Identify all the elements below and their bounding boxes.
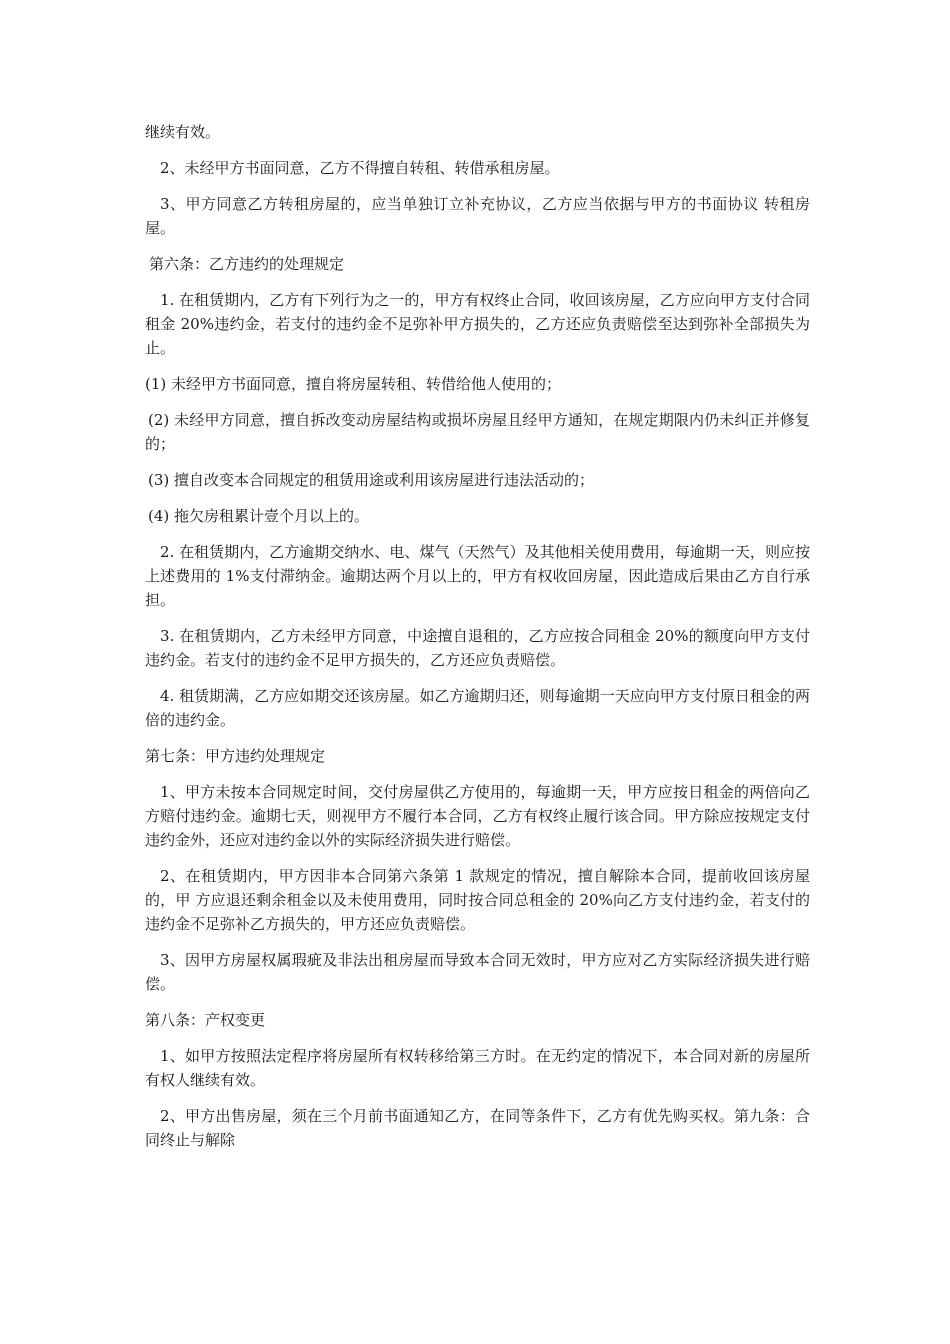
paragraph-clause-8-1: 1、如甲方按照法定程序将房屋所有权转移给第三方时。在无约定的情况下，本合同对新的房屋所有权人继续有效。 bbox=[145, 1047, 810, 1089]
paragraph-clause-5-3: 3、甲方同意乙方转租房屋的，应当单独订立补充协议，乙方应当依据与甲方的书面协议 转租房屋。 bbox=[145, 195, 810, 237]
list-item-6-1-1: (1) 未经甲方书面同意，擅自将房屋转租、转借给他人使用的； bbox=[145, 375, 562, 393]
paragraph-clause-6-4: 4. 租赁期满，乙方应如期交还该房屋。如乙方逾期归还，则每逾期一天应向甲方支付原日租金的两 倍的违约金。 bbox=[145, 687, 810, 729]
paragraph-clause-6-3: 3. 在租赁期内，乙方未经甲方同意，中途擅自退租的，乙方应按合同租金 20%的额度向甲方支付违约金。若支付的违约金不足甲方损失的，乙方还应负责赔偿。 bbox=[145, 627, 810, 669]
paragraph-clause-7-2: 2、在租赁期内，甲方因非本合同第六条第 1 款规定的情况，擅自解除本合同，提前收回该房屋的，甲 方应退还剩余租金以及未使用费用，同时按合同总租金的 20%向乙方支付违约金，若支付的违约金不足弥补乙方损失的，甲方还应负责赔偿。 bbox=[145, 867, 810, 933]
list-item-6-1-3: (3) 擅自改变本合同规定的租赁用途或利用该房屋进行违法活动的； bbox=[148, 471, 595, 489]
paragraph-continued: 继续有效。 bbox=[145, 123, 221, 141]
paragraph-clause-6-1: 1. 在租赁期内，乙方有下列行为之一的，甲方有权终止合同，收回该房屋，乙方应向甲方支付合同 租金 20%违约金，若支付的违约金不足弥补甲方损失的，乙方还应负责赔偿至达到弥补全部损失为止。 bbox=[145, 291, 810, 357]
heading-article-6: 第六条：乙方违约的处理规定 bbox=[149, 255, 345, 273]
paragraph-clause-8-2: 2、甲方出售房屋，须在三个月前书面通知乙方，在同等条件下，乙方有优先购买权。第九条：合同终止与解除 bbox=[145, 1107, 810, 1149]
paragraph-clause-6-2: 2. 在租赁期内，乙方逾期交纳水、电、煤气（天然气）及其他相关使用费用，每逾期一天，则应按上述费用的 1%支付滞纳金。逾期达两个月以上的，甲方有权收回房屋，因此造成后果由乙方自行承担。 bbox=[145, 543, 810, 609]
heading-article-8: 第八条：产权变更 bbox=[145, 1011, 266, 1029]
list-item-6-1-2: (2) 未经甲方同意，擅自拆改变动房屋结构或损坏房屋且经甲方通知，在规定期限内仍未纠正并修复的； bbox=[145, 411, 810, 453]
heading-article-7: 第七条：甲方违约处理规定 bbox=[145, 747, 326, 765]
list-item-6-1-4: (4) 拖欠房租累计壹个月以上的。 bbox=[148, 507, 370, 525]
paragraph-clause-5-2: 2、未经甲方书面同意，乙方不得擅自转租、转借承租房屋。 bbox=[160, 159, 560, 177]
document-body bbox=[145, 120, 810, 1164]
paragraph-clause-7-1: 1、甲方未按本合同规定时间，交付房屋供乙方使用的，每逾期一天，甲方应按日租金的两倍向乙方赔付违约金。逾期七天，则视甲方不履行本合同，乙方有权终止履行该合同。甲方除应按规定支付违约金外，还应对违约金以外的实际经济损失进行赔偿。 bbox=[145, 783, 810, 849]
paragraph-clause-7-3: 3、因甲方房屋权属瑕疵及非法出租房屋而导致本合同无效时，甲方应对乙方实际经济损失进行赔偿。 bbox=[145, 951, 810, 993]
